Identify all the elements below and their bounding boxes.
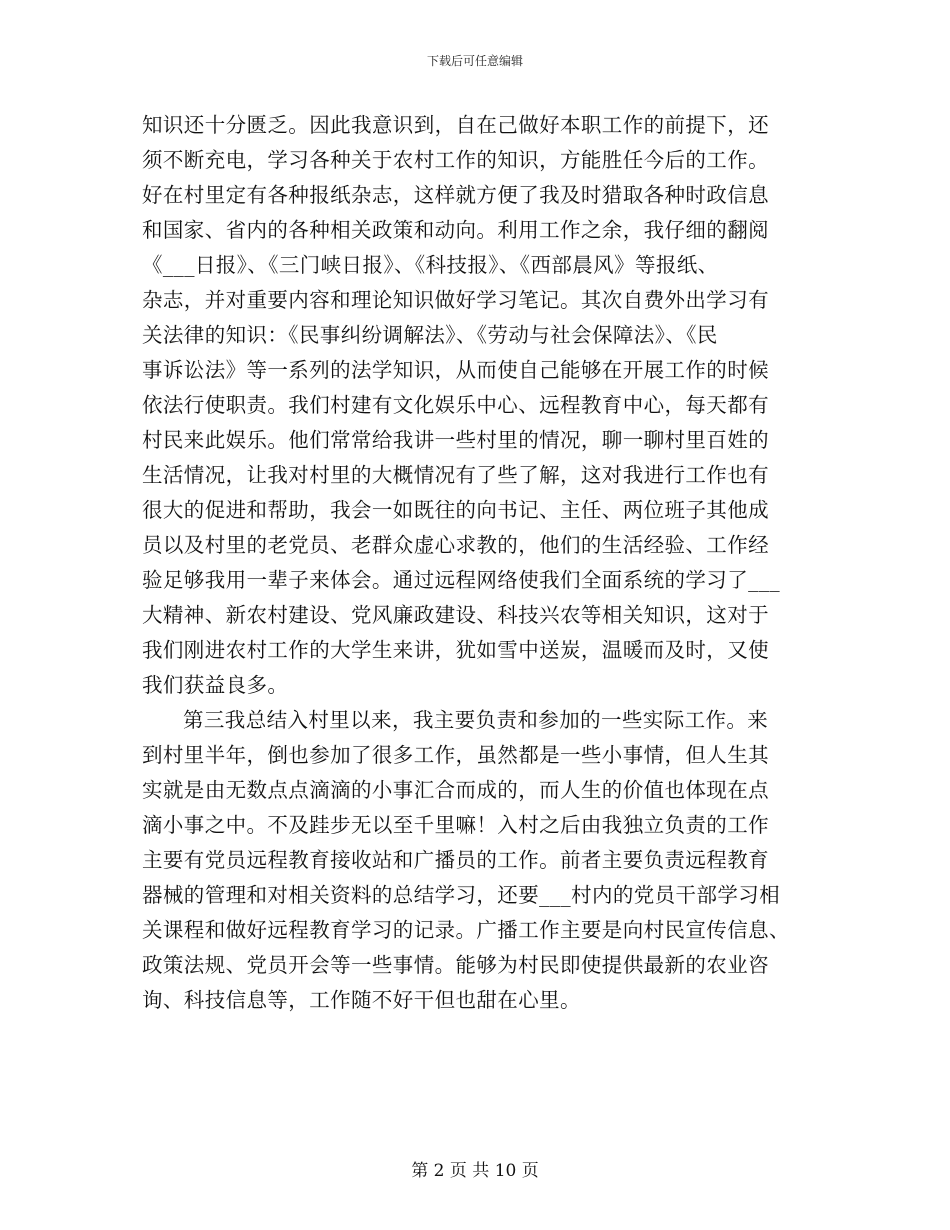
paragraph-1 — [142, 108, 812, 703]
text-line: 到村里半年，倒也参加了很多工作，虽然都是一些小事情，但人生其 — [142, 743, 769, 767]
text-line: 实就是由无数点点滴滴的小事汇合而成的，而人生的价值也体现在点 — [142, 778, 769, 802]
text-line: 员以及村里的老党员、老群众虚心求教的，他们的生活经验、工作经 — [142, 533, 769, 557]
text-line: 器械的管理和对相关资料的总结学习，还要___村内的党员干部学习相 — [142, 883, 781, 907]
text-line: 事诉讼法》等一系列的法学知识，从而使自己能够在开展工作的时候 — [142, 358, 769, 382]
text-line: 大精神、新农村建设、党风廉政建设、科技兴农等相关知识，这对于 — [142, 603, 769, 627]
document-body — [142, 108, 812, 1018]
paragraph-2 — [142, 703, 812, 1018]
text-line: 关课程和做好远程教育学习的记录。广播工作主要是向村民宣传信息、 — [142, 918, 790, 942]
text-line: 第三我总结入村里以来，我主要负责和参加的一些实际工作。来 — [183, 708, 769, 732]
text-line: 村民来此娱乐。他们常常给我讲一些村里的情况，聊一聊村里百姓的 — [142, 428, 769, 452]
text-line: 询、科技信息等，工作随不好干但也甜在心里。 — [142, 988, 581, 1012]
text-line: 好在村里定有各种报纸杂志，这样就方便了我及时猎取各种时政信息 — [142, 183, 769, 207]
text-line: 主要有党员远程教育接收站和广播员的工作。前者主要负责远程教育 — [142, 848, 769, 872]
text-line: 关法律的知识：《民事纠纷调解法》、《劳动与社会保障法》、《民 — [142, 323, 718, 347]
text-line: 政策法规、党员开会等一些事情。能够为村民即使提供最新的农业咨 — [142, 953, 769, 977]
page-header: 下载后可任意编辑 — [426, 54, 523, 68]
text-line: 很大的促进和帮助，我会一如既往的向书记、主任、两位班子其他成 — [142, 498, 769, 522]
text-line: 验足够我用一辈子来体会。通过远程网络使我们全面系统的学习了___ — [142, 568, 781, 592]
text-line: 杂志，并对重要内容和理论知识做好学习笔记。其次自费外出学习有 — [142, 288, 769, 312]
text-line: 《___日报》、《三门峡日报》、《科技报》、《西部晨风》等报纸、 — [142, 253, 719, 277]
text-line: 我们刚进农村工作的大学生来讲，犹如雪中送炭，温暖而及时，又使 — [142, 638, 769, 662]
page-number-footer: 第 2 页 共 10 页 — [411, 1161, 539, 1181]
text-line: 我们获益良多。 — [142, 673, 289, 697]
text-line: 滴小事之中。不及跬步无以至千里嘛！入村之后由我独立负责的工作 — [142, 813, 769, 837]
text-line: 和国家、省内的各种相关政策和动向。利用工作之余，我仔细的翻阅 — [142, 218, 769, 242]
text-line: 须不断充电，学习各种关于农村工作的知识，方能胜任今后的工作。 — [142, 148, 769, 172]
text-line: 依法行使职责。我们村建有文化娱乐中心、远程教育中心，每天都有 — [142, 393, 769, 417]
text-line: 生活情况，让我对村里的大概情况有了些了解，这对我进行工作也有 — [142, 463, 769, 487]
text-line: 知识还十分匮乏。因此我意识到，自在己做好本职工作的前提下，还 — [142, 113, 769, 137]
